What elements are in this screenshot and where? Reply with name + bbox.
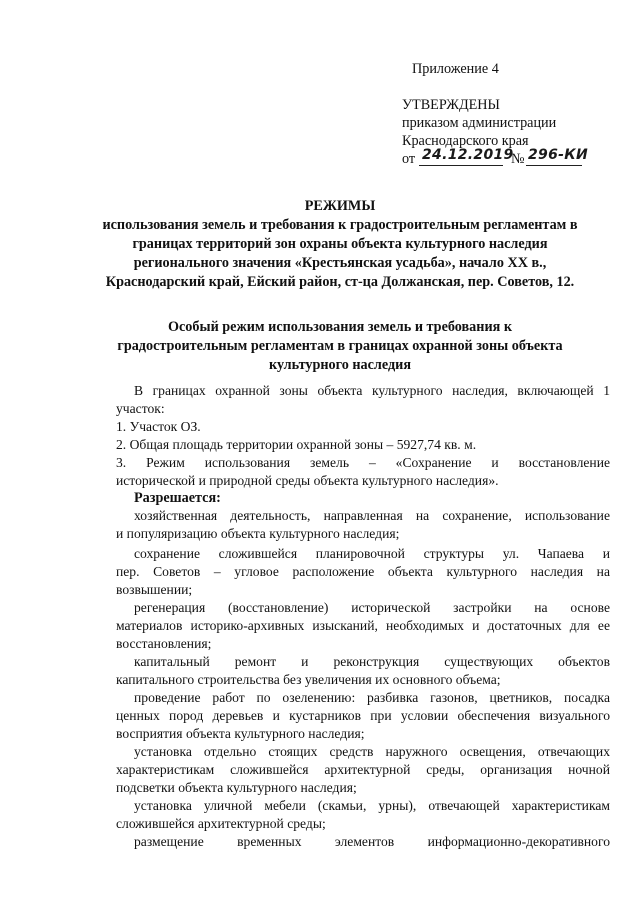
list-item-3-line-2: исторической и природной среды объекта культурного наследия». [116,473,499,488]
date-underline [419,165,503,166]
title-line-1: использования земель и требования к градостроительным регламентам в [102,217,578,233]
allowed-heading: Разрешается: [134,490,221,506]
para-6-line-1: установка отдельно стоящих средств наружного освещения, отвечающих [134,744,610,759]
para-6-line-3: подсветки объекта культурного наследия; [116,780,357,795]
para-2-line-3: возвышении; [116,582,193,597]
para-2-line-1: сохранение сложившейся планировочной структуры ул. Чапаева и [134,546,610,561]
number-prefix: № [511,151,525,167]
date-prefix: от [402,151,416,167]
date-value: 24.12.2019 [422,147,514,163]
order-line-2: Краснодарского края [402,133,529,149]
title-line-3: регионального значения «Крестьянская усадьба», начало XX в., [133,255,547,271]
list-item-3-line-1: 3. Режим использования земель – «Сохранение и восстановление [116,455,610,470]
para-5-line-1: проведение работ по озеленению: разбивка газонов, цветников, посадка [134,690,610,705]
para-8-line-1: размещение временных элементов информационно-декоративного [134,834,610,849]
list-item-2: 2. Общая площадь территории охранной зоны – 5927,74 кв. м. [116,437,477,452]
number-value: 296-КИ [528,147,588,163]
para-6-line-2: характеристикам сложившейся архитектурной среды, организация ночной [116,762,610,777]
subtitle-line-1: Особый режим использования земель и требования к [167,319,513,335]
para-7-line-2: сложившейся архитектурной среды; [116,816,326,831]
para-5-line-3: восприятия объекта культурного наследия; [116,726,365,741]
approved-label: УТВЕРЖДЕНЫ [402,97,500,113]
para-4-line-1: капитальный ремонт и реконструкция существующих объектов [134,654,610,669]
order-line-1: приказом администрации [402,115,557,131]
para-4-line-2: капитального строительства без увеличения их основного объема; [116,672,501,687]
para-7-line-1: установка уличной мебели (скамьи, урны), отвечающей характеристикам [134,798,610,813]
para-2-line-2: пер. Советов – угловое расположение объекта культурного наследия на [116,564,610,579]
subtitle-line-3: культурного наследия [268,357,412,373]
title-line-2: границах территорий зон охраны объекта культурного наследия [132,236,548,252]
intro-line-1: В границах охранной зоны объекта культурного наследия, включающей 1 [134,383,610,398]
document-heading: РЕЖИМЫ [304,198,376,214]
para-3-line-3: восстановления; [116,636,212,651]
title-line-4: Краснодарский край, Ейский район, ст-ца Должанская, пер. Советов, 12. [105,274,575,290]
para-1-line-1: хозяйственная деятельность, направленная на сохранение, использование [134,508,610,523]
list-item-1: 1. Участок ОЗ. [116,419,201,434]
appendix-label: Приложение 4 [412,61,499,77]
subtitle-line-2: градостроительным регламентам в границах охранной зоны объекта [117,338,563,354]
para-1-line-2: и популяризацию объекта культурного наследия; [116,526,400,541]
para-3-line-2: материалов историко-архивных изысканий, необходимых и достаточных для ее [116,618,610,633]
para-5-line-2: ценных пород деревьев и кустарников при условии обеспечения визуального [116,708,610,723]
number-underline [526,165,582,166]
para-3-line-1: регенерация (восстановление) исторической застройки на основе [134,600,610,615]
intro-line-2: участок: [116,401,165,416]
